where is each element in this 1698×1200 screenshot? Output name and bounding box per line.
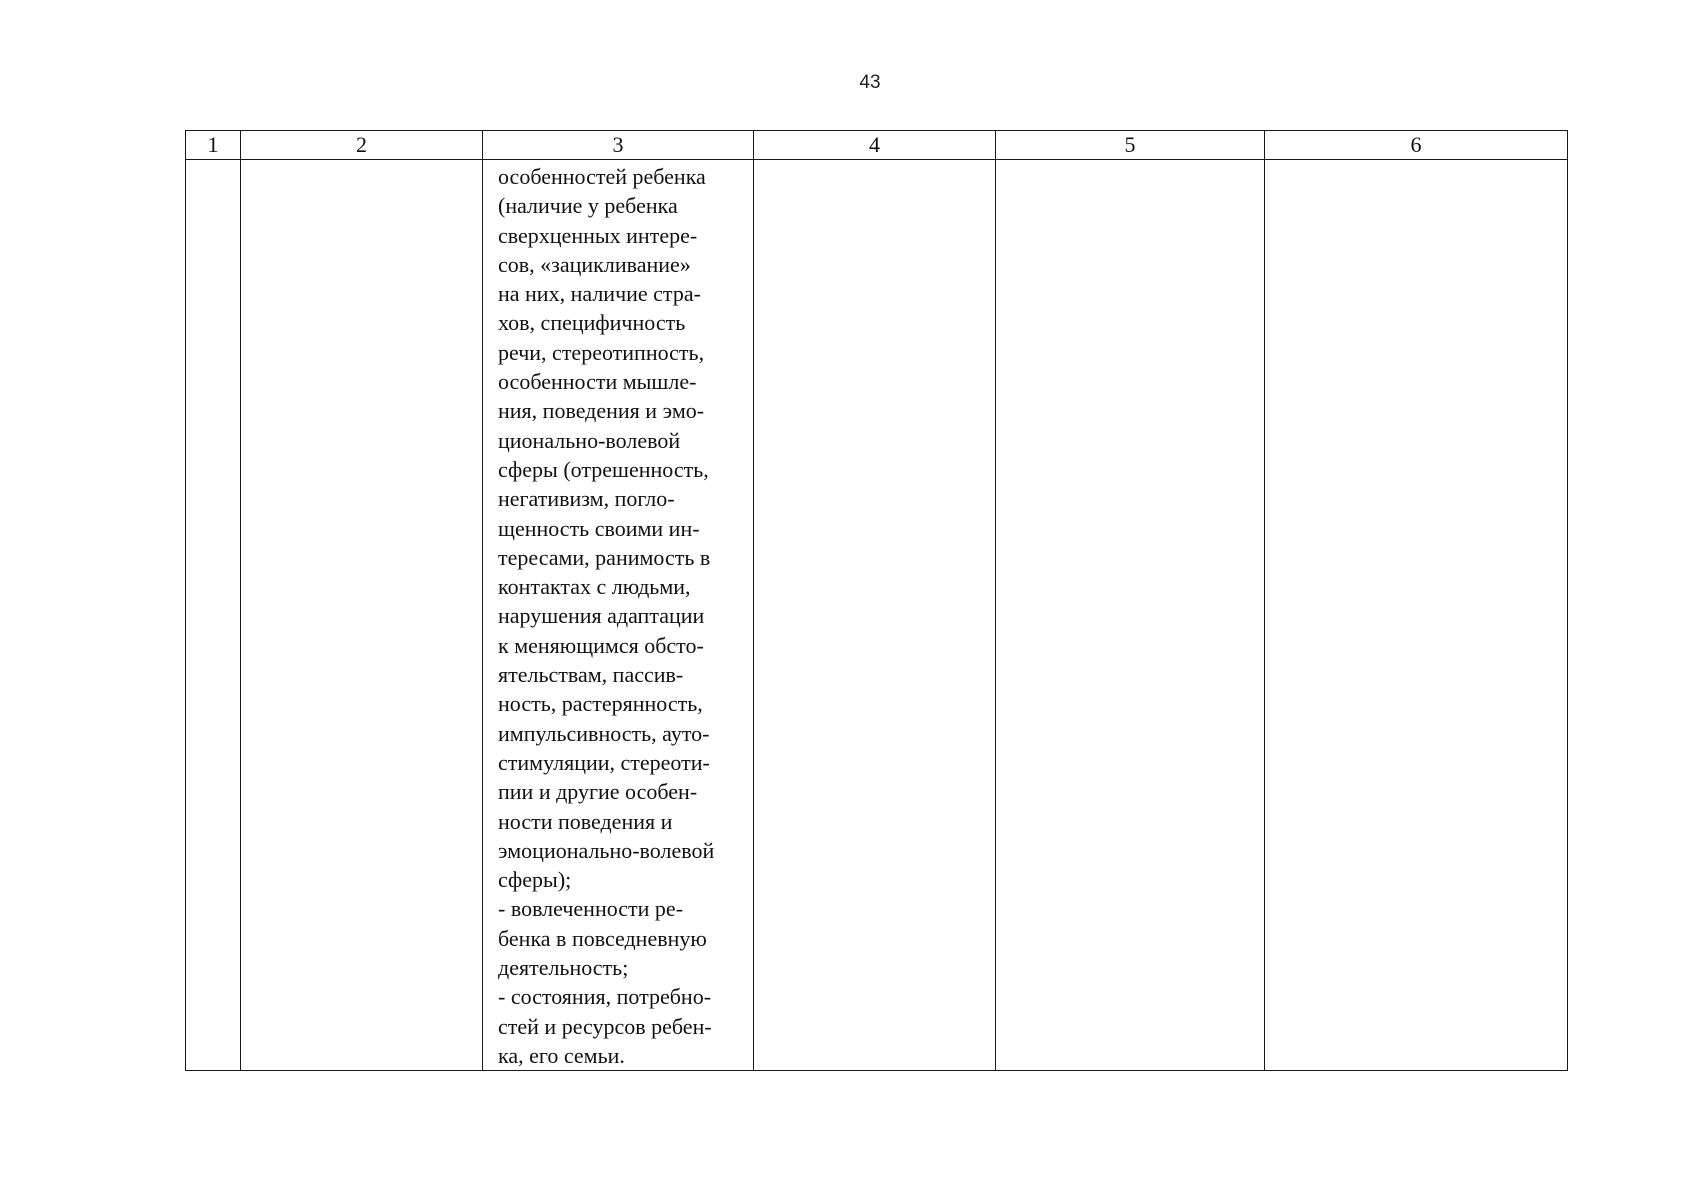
text-line: ния, поведения и эмо- xyxy=(498,398,705,424)
text-line: ности поведения и xyxy=(498,808,673,834)
text-line: ность, растерянность, xyxy=(498,691,703,717)
text-line: особенностей ребенка xyxy=(498,164,706,189)
text-line: контактах с людьми, xyxy=(498,574,691,600)
text-line: пии и другие особен- xyxy=(498,779,698,805)
document-table xyxy=(185,130,1568,1071)
text-line: стимуляции, стереоти- xyxy=(498,749,710,775)
column-header-3: 3 xyxy=(483,131,754,160)
text-line: сверхценных интере- xyxy=(498,222,698,248)
text-line: стей и ресурсов ребен- xyxy=(498,1013,712,1039)
text-line: речи, стереотипность, xyxy=(498,339,705,365)
text-line: - состояния, потребно- xyxy=(498,984,712,1010)
text-line: сферы (отрешенность, xyxy=(498,456,709,482)
cell-col-4 xyxy=(754,160,996,1071)
text-line: особенности мышле- xyxy=(498,369,697,395)
text-line: ятельствам, пассив- xyxy=(498,662,684,688)
text-line: на них, наличие стра- xyxy=(498,281,701,307)
cell-col-3-text xyxy=(483,160,753,1070)
page-number: 43 xyxy=(859,72,881,93)
text-line: тересами, ранимость в xyxy=(498,544,711,570)
cell-col-5 xyxy=(996,160,1265,1071)
text-line: сферы); xyxy=(498,867,572,893)
column-header-1: 1 xyxy=(186,131,241,160)
text-line: нарушения адаптации xyxy=(498,603,705,629)
column-header-5: 5 xyxy=(996,131,1265,160)
header-row xyxy=(186,131,1568,160)
text-line: негативизм, погло- xyxy=(498,486,675,512)
table-row xyxy=(186,160,1568,1071)
text-line: (наличие у ребенка xyxy=(498,193,678,219)
text-line: бенка в повседневную xyxy=(498,925,707,951)
text-line: к меняющимся обсто- xyxy=(498,632,704,658)
text-line: щенность своими ин- xyxy=(498,515,700,541)
cell-col-2 xyxy=(241,160,483,1071)
text-line: сов, «зацикливание» xyxy=(498,251,691,277)
column-header-6: 6 xyxy=(1265,131,1568,160)
column-header-4: 4 xyxy=(754,131,996,160)
text-line: импульсивность, ауто- xyxy=(498,720,710,746)
text-line: ка, его семьи. xyxy=(498,1042,625,1068)
text-line: хов, специфичность xyxy=(498,310,686,336)
text-line: ционально-волевой xyxy=(498,427,681,453)
text-line: эмоционально-волевой xyxy=(498,837,715,863)
cell-col-6 xyxy=(1265,160,1568,1071)
text-line: - вовлеченности ре- xyxy=(498,896,684,922)
text-line: деятельность; xyxy=(498,955,629,981)
cell-col-3 xyxy=(483,160,754,1071)
column-header-2: 2 xyxy=(241,131,483,160)
cell-col-1 xyxy=(186,160,241,1071)
